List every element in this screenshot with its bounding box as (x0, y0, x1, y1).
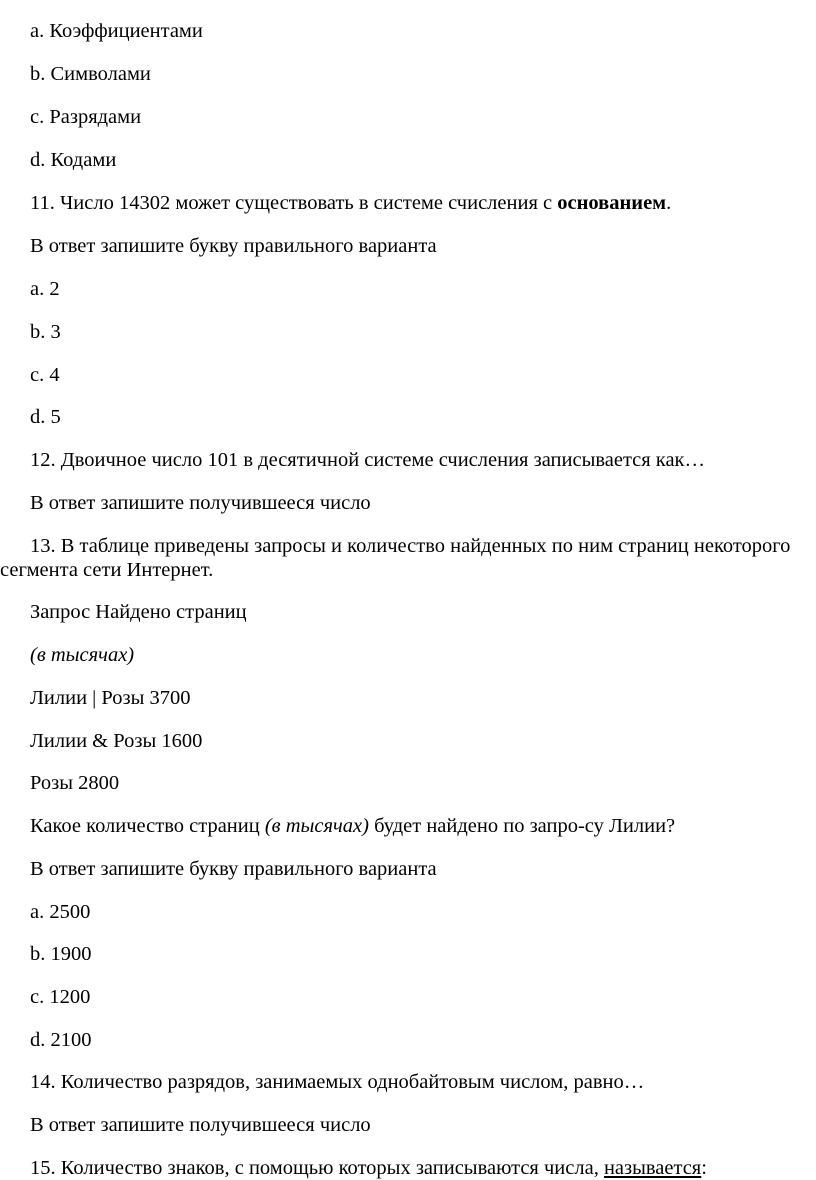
q15-question-end: : (701, 1157, 707, 1179)
q11-option-c: c. 4 (30, 364, 60, 386)
q15-question-underlined: называется (603, 1157, 702, 1179)
q13-table-row: Лилии | Розы 3700 (30, 687, 191, 709)
q10-option-a: a. Коэффициентами (30, 20, 203, 42)
q13-table-unit: (в тысячах) (30, 644, 135, 666)
q13-table-row: Лилии & Розы 1600 (30, 730, 203, 752)
q12-question: 12. Двоичное число 101 в десятичной системе счисления записывается как… (30, 449, 706, 471)
q13-option-a: a. 2500 (30, 901, 91, 923)
q11-option-d: d. 5 (30, 406, 61, 428)
q11-question-text: 11. Число 14302 может существовать в системе счисления с (30, 192, 558, 214)
q13-option-c: c. 1200 (30, 986, 91, 1008)
q13-ask-italic: (в тысячах) (264, 815, 369, 837)
q13-instruction: В ответ запишите букву правильного варианта (30, 858, 437, 880)
q10-option-c: c. Разрядами (30, 106, 142, 128)
q15-question-text: 15. Количество знаков, с помощью которых записываются числа, (30, 1157, 604, 1179)
q11-instruction: В ответ запишите букву правильного варианта (30, 235, 437, 257)
q11-option-b: b. 3 (30, 321, 61, 343)
q11-option-a: a. 2 (30, 278, 60, 300)
q13-table-row: Розы 2800 (30, 772, 120, 794)
q11-question-bold: основанием (557, 192, 667, 214)
q11-question-end: . (666, 192, 672, 214)
q13-question: 13. В таблице приведены запросы и количество найденных по ним страниц некоторого сегмента сети Интернет. (0, 535, 791, 581)
q13-table-header: Запрос Найдено страниц (30, 601, 247, 623)
q10-option-d: d. Кодами (30, 149, 117, 171)
q13-ask (30, 814, 675, 838)
q15-question (30, 1156, 707, 1180)
q13-ask-end: будет найдено по запро-су Лилии? (368, 815, 676, 837)
q10-option-b: b. Символами (30, 63, 151, 85)
q11-question (30, 191, 671, 215)
q13-option-b: b. 1900 (30, 943, 92, 965)
q12-instruction: В ответ запишите получившееся число (30, 492, 371, 514)
q14-question: 14. Количество разрядов, занимаемых однобайтовым числом, равно… (30, 1071, 645, 1093)
q13-option-d: d. 2100 (30, 1029, 92, 1051)
q14-instruction: В ответ запишите получившееся число (30, 1114, 371, 1136)
q13-ask-text: Какое количество страниц (30, 815, 265, 837)
